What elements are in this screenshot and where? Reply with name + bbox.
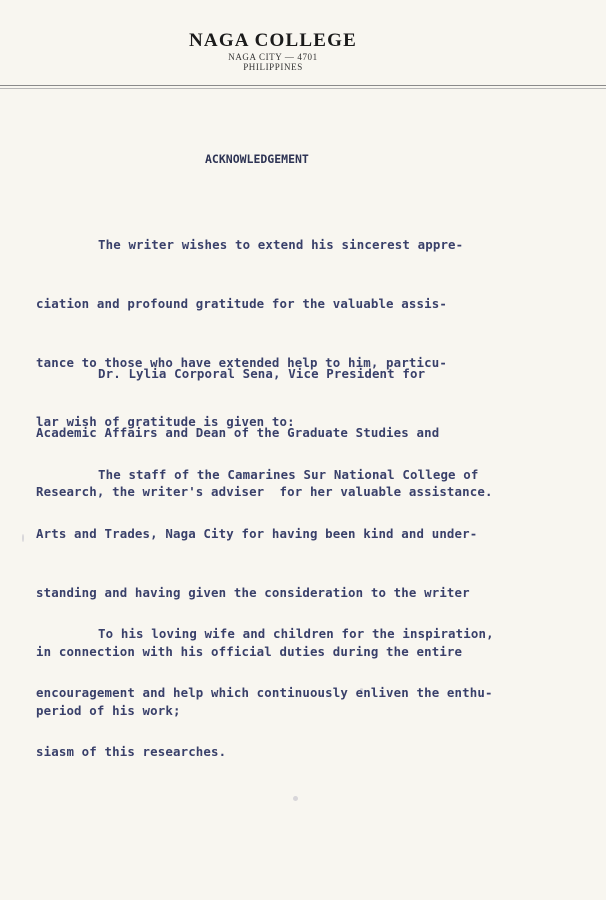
paragraph-line: encouragement and help which continuously enliven the enthu- (36, 685, 493, 700)
paragraph-line: Arts and Trades, Naga City for having been kind and under- (36, 526, 478, 541)
paper-speck (293, 796, 298, 801)
paragraph-line: Dr. Lylia Corporal Sena, Vice President for (98, 366, 426, 381)
letterhead (0, 30, 546, 72)
paragraph-line: period of his work; (36, 703, 181, 718)
page-title: ACKNOWLEDGEMENT (205, 152, 309, 166)
paragraph-line: Academic Affairs and Dean of the Graduate Studies and (36, 425, 440, 440)
paragraph-line: The writer wishes to extend his sincerest appre- (98, 237, 464, 252)
letterhead-rule-secondary (0, 88, 606, 89)
paper-speck (22, 534, 24, 542)
paragraph-4 (36, 589, 494, 796)
paragraph-line: Research, the writer's adviser for her valuable assistance. (36, 484, 493, 499)
paragraph-line: To his loving wife and children for the inspiration, (98, 626, 494, 641)
letterhead-rule (0, 85, 606, 86)
college-name: NAGA COLLEGE (188, 30, 357, 51)
paragraph-line: siasm of this researches. (36, 744, 227, 759)
college-country: PHILIPPINES (243, 62, 303, 72)
paragraph-line: in connection with his official duties during the entire (36, 644, 463, 659)
paragraph-line: The staff of the Camarines Sur National College of (98, 467, 479, 482)
college-city: NAGA CITY — 4701 (228, 52, 318, 62)
paragraph-line: standing and having given the consideration to the writer (36, 585, 470, 600)
paragraph-line: tance to those who have extended help to him, particu- (36, 355, 447, 370)
paragraph-line: lar wish of gratitude is given to: (36, 414, 295, 429)
paragraph-line: ciation and profound gratitude for the valuable assis- (36, 296, 447, 311)
paper-speck (360, 688, 363, 691)
